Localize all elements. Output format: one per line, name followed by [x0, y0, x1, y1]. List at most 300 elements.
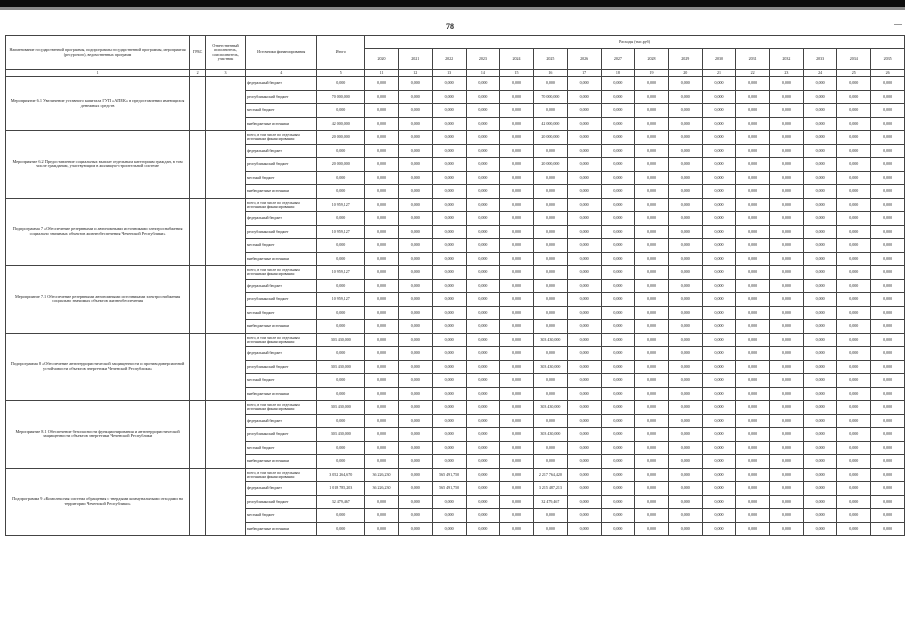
column-number: 18 [601, 70, 635, 77]
year-value: 0,000 [601, 225, 635, 239]
year-value: 0,000 [871, 144, 905, 158]
responsible-cell [206, 77, 246, 131]
year-value: 0,000 [803, 374, 837, 388]
year-value: 0,000 [668, 225, 702, 239]
header-year: 2027 [601, 49, 635, 70]
year-value: 0,000 [668, 185, 702, 199]
year-value: 0,000 [500, 212, 534, 226]
funding-source: республиканский бюджет [245, 90, 316, 104]
grbs-cell [190, 401, 206, 469]
year-value: 0,000 [601, 333, 635, 347]
funding-source: всего, в том числе по отдельным источникам финансирования: [245, 266, 316, 280]
year-value: 0,000 [837, 455, 871, 469]
year-value: 0,000 [837, 401, 871, 415]
year-value: 0,000 [635, 414, 669, 428]
year-value: 0,000 [432, 441, 466, 455]
funding-source: внебюджетные источники [245, 185, 316, 199]
year-value: 0,000 [466, 77, 500, 91]
year-value: 0,000 [466, 144, 500, 158]
year-value: 0,000 [770, 401, 804, 415]
year-value: 0,000 [601, 401, 635, 415]
column-number: 16 [533, 70, 567, 77]
year-value: 0,000 [702, 171, 736, 185]
year-value: 0,000 [702, 77, 736, 91]
year-value: 0,000 [871, 158, 905, 172]
column-number: 12 [398, 70, 432, 77]
year-value: 0,000 [432, 212, 466, 226]
year-value: 0,000 [500, 90, 534, 104]
year-value: 0,000 [432, 90, 466, 104]
year-value: 0,000 [601, 252, 635, 266]
year-value: 0,000 [803, 144, 837, 158]
column-number-row [6, 70, 905, 77]
year-value: 0,000 [601, 347, 635, 361]
year-value: 0,000 [668, 428, 702, 442]
year-value: 303 430,000 [533, 428, 567, 442]
year-value: 0,000 [668, 77, 702, 91]
funding-source: местный бюджет [245, 104, 316, 118]
total-value: 0,000 [317, 455, 365, 469]
total-value: 0,000 [317, 347, 365, 361]
year-value: 0,000 [466, 468, 500, 482]
year-value: 0,000 [601, 293, 635, 307]
year-value: 0,000 [398, 144, 432, 158]
year-value: 0,000 [567, 320, 601, 334]
year-value: 0,000 [432, 225, 466, 239]
year-value: 0,000 [668, 144, 702, 158]
year-value: 0,000 [398, 279, 432, 293]
margin-mark [894, 24, 902, 25]
year-value: 0,000 [398, 468, 432, 482]
year-value: 0,000 [871, 266, 905, 280]
column-number: 20 [668, 70, 702, 77]
year-value: 0,000 [601, 198, 635, 212]
year-value: 0,000 [567, 279, 601, 293]
total-value: 0,000 [317, 387, 365, 401]
year-value: 0,000 [398, 117, 432, 131]
year-value: 0,000 [803, 293, 837, 307]
funding-source: федеральный бюджет [245, 144, 316, 158]
year-value: 0,000 [398, 131, 432, 145]
year-value: 36 226,230 [365, 468, 399, 482]
year-value: 0,000 [837, 77, 871, 91]
year-value: 0,000 [837, 225, 871, 239]
year-value: 0,000 [837, 306, 871, 320]
total-value: 70 000,000 [317, 90, 365, 104]
year-value: 0,000 [668, 266, 702, 280]
year-value: 0,000 [365, 158, 399, 172]
year-value: 0,000 [736, 158, 770, 172]
year-value: 0,000 [736, 239, 770, 253]
year-value: 0,000 [365, 104, 399, 118]
year-value: 0,000 [533, 306, 567, 320]
total-value: 0,000 [317, 279, 365, 293]
year-value: 0,000 [500, 77, 534, 91]
year-value: 0,000 [837, 347, 871, 361]
year-value: 0,000 [365, 306, 399, 320]
total-value: 3 052 264,670 [317, 468, 365, 482]
table-row [6, 333, 905, 347]
year-value: 0,000 [803, 212, 837, 226]
year-value: 0,000 [432, 333, 466, 347]
year-value: 0,000 [803, 509, 837, 523]
year-value: 0,000 [398, 374, 432, 388]
year-value: 0,000 [702, 117, 736, 131]
year-value: 0,000 [466, 401, 500, 415]
table-row [6, 77, 905, 91]
program-name: Подпрограмма 8 «Обеспечение антитеррористической защищенности и противодиверсионной устойчивости объектов энергетики Чеченской Республики» [6, 333, 190, 401]
year-value: 0,000 [871, 347, 905, 361]
year-value: 0,000 [365, 401, 399, 415]
funding-source: республиканский бюджет [245, 360, 316, 374]
year-value: 0,000 [398, 185, 432, 199]
year-value: 0,000 [736, 441, 770, 455]
year-value: 0,000 [601, 171, 635, 185]
year-value: 0,000 [871, 428, 905, 442]
year-value: 0,000 [770, 266, 804, 280]
year-value: 0,000 [398, 225, 432, 239]
year-value: 0,000 [837, 441, 871, 455]
year-value: 0,000 [567, 360, 601, 374]
year-value: 0,000 [365, 77, 399, 91]
year-value: 0,000 [668, 522, 702, 536]
year-value: 0,000 [466, 212, 500, 226]
year-value: 0,000 [837, 104, 871, 118]
year-value: 0,000 [365, 509, 399, 523]
year-value: 0,000 [736, 522, 770, 536]
total-value: 0,000 [317, 239, 365, 253]
year-value: 0,000 [533, 225, 567, 239]
year-value: 0,000 [668, 387, 702, 401]
year-value: 0,000 [500, 144, 534, 158]
year-value: 0,000 [365, 131, 399, 145]
year-value: 0,000 [803, 90, 837, 104]
year-value: 0,000 [601, 90, 635, 104]
year-value: 0,000 [871, 279, 905, 293]
year-value: 0,000 [736, 293, 770, 307]
year-value: 0,000 [702, 522, 736, 536]
year-value: 0,000 [500, 252, 534, 266]
year-value: 0,000 [601, 509, 635, 523]
year-value: 0,000 [601, 360, 635, 374]
year-value: 0,000 [398, 441, 432, 455]
total-value: 10 959,127 [317, 225, 365, 239]
year-value: 0,000 [871, 252, 905, 266]
year-value: 0,000 [601, 239, 635, 253]
header-year: 2024 [500, 49, 534, 70]
year-value: 0,000 [635, 279, 669, 293]
year-value: 0,000 [871, 455, 905, 469]
year-value: 0,000 [466, 225, 500, 239]
year-value: 0,000 [736, 509, 770, 523]
year-value: 0,000 [668, 171, 702, 185]
year-value: 0,000 [871, 333, 905, 347]
year-value: 0,000 [871, 77, 905, 91]
year-value: 0,000 [466, 374, 500, 388]
year-value: 0,000 [398, 198, 432, 212]
year-value: 0,000 [736, 387, 770, 401]
year-value: 0,000 [803, 401, 837, 415]
year-value: 0,000 [635, 428, 669, 442]
year-value: 0,000 [702, 266, 736, 280]
funding-source: республиканский бюджет [245, 158, 316, 172]
column-number: 23 [770, 70, 804, 77]
year-value: 0,000 [803, 414, 837, 428]
year-value: 0,000 [871, 117, 905, 131]
year-value: 0,000 [635, 347, 669, 361]
year-value: 0,000 [466, 252, 500, 266]
year-value: 0,000 [803, 347, 837, 361]
year-value: 0,000 [466, 320, 500, 334]
year-value: 0,000 [736, 374, 770, 388]
year-value: 0,000 [567, 158, 601, 172]
year-value: 0,000 [837, 266, 871, 280]
year-value: 0,000 [466, 495, 500, 509]
year-value: 0,000 [837, 360, 871, 374]
year-value: 0,000 [365, 293, 399, 307]
header-grbs: ГРБС [190, 36, 206, 70]
year-value: 0,000 [702, 374, 736, 388]
year-value: 0,000 [601, 414, 635, 428]
year-value: 0,000 [567, 239, 601, 253]
year-value: 0,000 [871, 185, 905, 199]
year-value: 0,000 [398, 387, 432, 401]
funding-source: федеральный бюджет [245, 77, 316, 91]
year-value: 0,000 [635, 333, 669, 347]
total-value: 0,000 [317, 374, 365, 388]
year-value: 0,000 [736, 360, 770, 374]
year-value: 0,000 [398, 428, 432, 442]
total-value: 0,000 [317, 77, 365, 91]
year-value: 0,000 [500, 509, 534, 523]
year-value: 0,000 [466, 522, 500, 536]
year-value: 0,000 [770, 482, 804, 496]
year-value: 0,000 [500, 279, 534, 293]
year-value: 0,000 [668, 212, 702, 226]
year-value: 0,000 [803, 522, 837, 536]
year-value: 0,000 [567, 374, 601, 388]
year-value: 0,000 [871, 387, 905, 401]
year-value: 0,000 [567, 144, 601, 158]
total-value: 10 959,127 [317, 198, 365, 212]
year-value: 0,000 [466, 293, 500, 307]
year-value: 0,000 [567, 522, 601, 536]
year-value: 0,000 [533, 347, 567, 361]
year-value: 0,000 [601, 306, 635, 320]
year-value: 0,000 [500, 266, 534, 280]
year-value: 0,000 [668, 293, 702, 307]
year-value: 0,000 [635, 239, 669, 253]
year-value: 0,000 [365, 239, 399, 253]
year-value: 0,000 [770, 212, 804, 226]
table-row [6, 198, 905, 212]
responsible-cell [206, 468, 246, 536]
year-value: 0,000 [702, 212, 736, 226]
year-value: 0,000 [871, 320, 905, 334]
program-name: Мероприятие 6.1 Увеличение уставного капитала ГУП «АПЕК» в предоставлении имеющихся денежных средств [6, 77, 190, 131]
year-value: 0,000 [432, 279, 466, 293]
year-value: 0,000 [668, 239, 702, 253]
year-value: 0,000 [533, 522, 567, 536]
column-number: 13 [432, 70, 466, 77]
year-value: 0,000 [702, 279, 736, 293]
column-number: 5 [317, 70, 365, 77]
funding-source: федеральный бюджет [245, 482, 316, 496]
funding-source: федеральный бюджет [245, 279, 316, 293]
year-value: 0,000 [365, 185, 399, 199]
total-value: 0,000 [317, 509, 365, 523]
header-year: 2032 [770, 49, 804, 70]
table-row [6, 266, 905, 280]
year-value: 0,000 [567, 387, 601, 401]
year-value: 0,000 [432, 374, 466, 388]
year-value: 0,000 [871, 495, 905, 509]
year-value: 0,000 [770, 455, 804, 469]
year-value: 0,000 [533, 320, 567, 334]
year-value: 0,000 [466, 198, 500, 212]
total-value: 0,000 [317, 320, 365, 334]
year-value: 0,000 [770, 374, 804, 388]
year-value: 0,000 [635, 455, 669, 469]
year-value: 0,000 [702, 333, 736, 347]
year-value: 0,000 [736, 455, 770, 469]
year-value: 0,000 [668, 252, 702, 266]
year-value: 0,000 [567, 212, 601, 226]
year-value: 0,000 [702, 414, 736, 428]
year-value: 0,000 [837, 279, 871, 293]
responsible-cell [206, 131, 246, 199]
year-value: 0,000 [432, 293, 466, 307]
total-value: 0,000 [317, 171, 365, 185]
year-value: 0,000 [871, 522, 905, 536]
year-value: 0,000 [770, 306, 804, 320]
year-value: 0,000 [500, 428, 534, 442]
year-value: 0,000 [466, 306, 500, 320]
year-value: 0,000 [398, 401, 432, 415]
year-value: 0,000 [736, 306, 770, 320]
year-value: 0,000 [365, 212, 399, 226]
year-value: 32 479,467 [533, 495, 567, 509]
year-value: 0,000 [635, 225, 669, 239]
year-value: 0,000 [365, 495, 399, 509]
column-number: 17 [567, 70, 601, 77]
program-name: Подпрограмма 7 «Обеспечение резервными и автономными источниками электроснабжения социально значимых объектов жизнеобеспечения Чеченской Республики» [6, 198, 190, 266]
year-value: 0,000 [635, 171, 669, 185]
year-value: 0,000 [432, 252, 466, 266]
funding-source: всего, в том числе по отдельным источникам финансирования: [245, 468, 316, 482]
year-value: 0,000 [837, 333, 871, 347]
year-value: 0,000 [668, 414, 702, 428]
table-row [6, 401, 905, 415]
year-value: 0,000 [500, 198, 534, 212]
page-number: 78 [446, 22, 454, 31]
year-value: 0,000 [398, 320, 432, 334]
year-value: 0,000 [668, 306, 702, 320]
header-year: 2020 [365, 49, 399, 70]
year-value: 0,000 [398, 104, 432, 118]
year-value: 0,000 [567, 266, 601, 280]
year-value: 0,000 [432, 455, 466, 469]
year-value: 0,000 [803, 387, 837, 401]
total-value: 0,000 [317, 522, 365, 536]
year-value: 0,000 [871, 468, 905, 482]
year-value: 0,000 [635, 185, 669, 199]
year-value: 0,000 [567, 131, 601, 145]
year-value: 0,000 [668, 198, 702, 212]
year-value: 0,000 [466, 266, 500, 280]
year-value: 0,000 [567, 185, 601, 199]
year-value: 0,000 [736, 266, 770, 280]
year-value: 0,000 [702, 428, 736, 442]
year-value: 0,000 [466, 414, 500, 428]
year-value: 0,000 [533, 509, 567, 523]
year-value: 3 215 487,213 [533, 482, 567, 496]
year-value: 0,000 [736, 212, 770, 226]
year-value: 0,000 [837, 198, 871, 212]
year-value: 0,000 [736, 77, 770, 91]
year-value: 0,000 [365, 414, 399, 428]
year-value: 0,000 [702, 509, 736, 523]
year-value: 0,000 [736, 104, 770, 118]
year-value: 303 430,000 [533, 360, 567, 374]
year-value: 0,000 [837, 144, 871, 158]
year-value: 0,000 [770, 333, 804, 347]
column-number: 22 [736, 70, 770, 77]
year-value: 0,000 [500, 306, 534, 320]
year-value: 70 000,000 [533, 90, 567, 104]
total-value: 303 430,000 [317, 428, 365, 442]
year-value: 0,000 [432, 522, 466, 536]
year-value: 0,000 [803, 360, 837, 374]
year-value: 0,000 [601, 428, 635, 442]
year-value: 0,000 [432, 117, 466, 131]
year-value: 0,000 [668, 279, 702, 293]
year-value: 0,000 [871, 414, 905, 428]
year-value: 0,000 [635, 77, 669, 91]
column-number: 21 [702, 70, 736, 77]
year-value: 0,000 [635, 522, 669, 536]
year-value: 0,000 [837, 468, 871, 482]
column-number: 3 [206, 70, 246, 77]
year-value: 0,000 [871, 239, 905, 253]
year-value: 0,000 [567, 252, 601, 266]
budget-table [5, 35, 905, 536]
year-value: 0,000 [635, 509, 669, 523]
year-value: 0,000 [365, 252, 399, 266]
year-value: 0,000 [466, 131, 500, 145]
year-value: 0,000 [567, 225, 601, 239]
total-value: 20 000,000 [317, 158, 365, 172]
year-value: 0,000 [533, 374, 567, 388]
header-year: 2029 [668, 49, 702, 70]
column-number: 1 [6, 70, 190, 77]
year-value: 0,000 [500, 468, 534, 482]
year-value: 0,000 [398, 266, 432, 280]
year-value: 0,000 [567, 428, 601, 442]
year-value: 0,000 [533, 144, 567, 158]
funding-source: внебюджетные источники [245, 455, 316, 469]
year-value: 0,000 [601, 495, 635, 509]
year-value: 0,000 [702, 90, 736, 104]
year-value: 0,000 [533, 414, 567, 428]
year-value: 0,000 [702, 495, 736, 509]
year-value: 0,000 [837, 482, 871, 496]
year-value: 0,000 [567, 117, 601, 131]
header-total: Итого [317, 36, 365, 70]
responsible-cell [206, 266, 246, 334]
year-value: 0,000 [871, 360, 905, 374]
year-value: 0,000 [871, 482, 905, 496]
